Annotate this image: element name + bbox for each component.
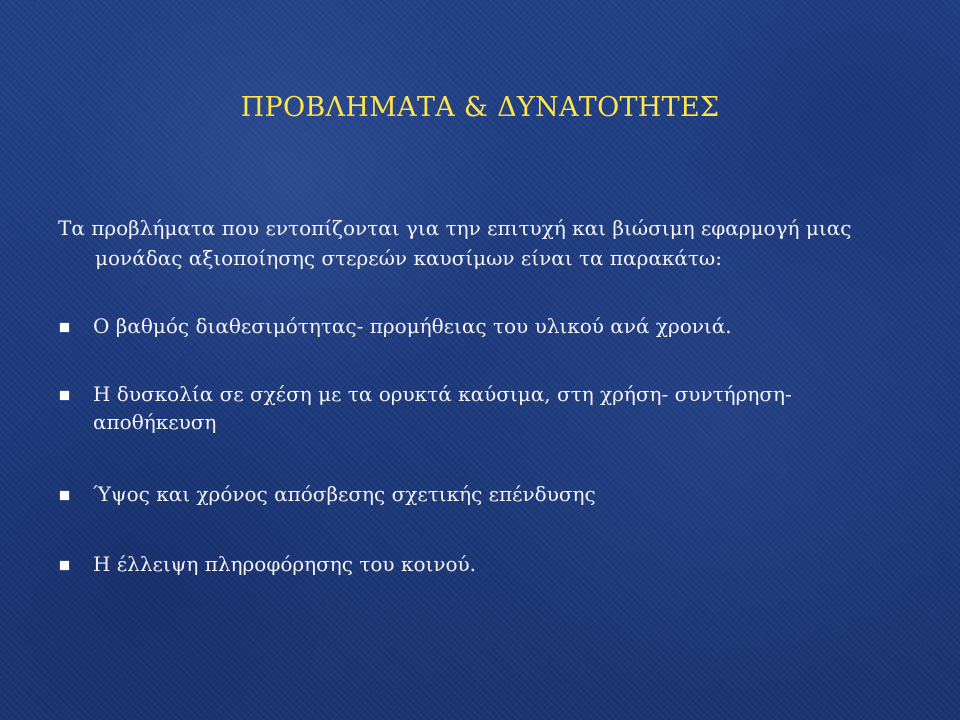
bullet-item bbox=[58, 480, 918, 508]
square-bullet-icon bbox=[60, 391, 69, 400]
bullet-item bbox=[58, 380, 918, 436]
square-bullet-icon bbox=[60, 561, 69, 570]
intro-line-2: μονάδας αξιοποίησης στερεών καυσίμων είναι τα παρακάτω: bbox=[95, 246, 722, 270]
bullet-text: Η έλλειψη πληροφόρησης του κοινού. bbox=[93, 552, 477, 576]
bullet-text: Ύψος και χρόνος απόσβεσης σχετικής επένδυσης bbox=[93, 482, 596, 506]
bullet-text: Η δυσκολία σε σχέση με τα ορυκτά καύσιμα, στη χρήση- συντήρηση- αποθήκευση bbox=[93, 382, 792, 434]
intro-paragraph bbox=[58, 213, 918, 273]
bullet-item bbox=[58, 312, 918, 340]
square-bullet-icon bbox=[60, 491, 69, 500]
intro-line-1: Τα προβλήματα που εντοπίζονται για την επιτυχή και βιώσιμη εφαρμογή μιας bbox=[58, 216, 852, 240]
square-bullet-icon bbox=[60, 323, 69, 332]
bullet-item bbox=[58, 550, 918, 578]
bullet-text: Ο βαθμός διαθεσιμότητας- προμήθειας του υλικού ανά χρονιά. bbox=[93, 314, 732, 338]
slide-title: ΠΡΟΒΛΗΜΑΤΑ & ΔΥΝΑΤΟΤΗΤΕΣ bbox=[240, 92, 720, 123]
